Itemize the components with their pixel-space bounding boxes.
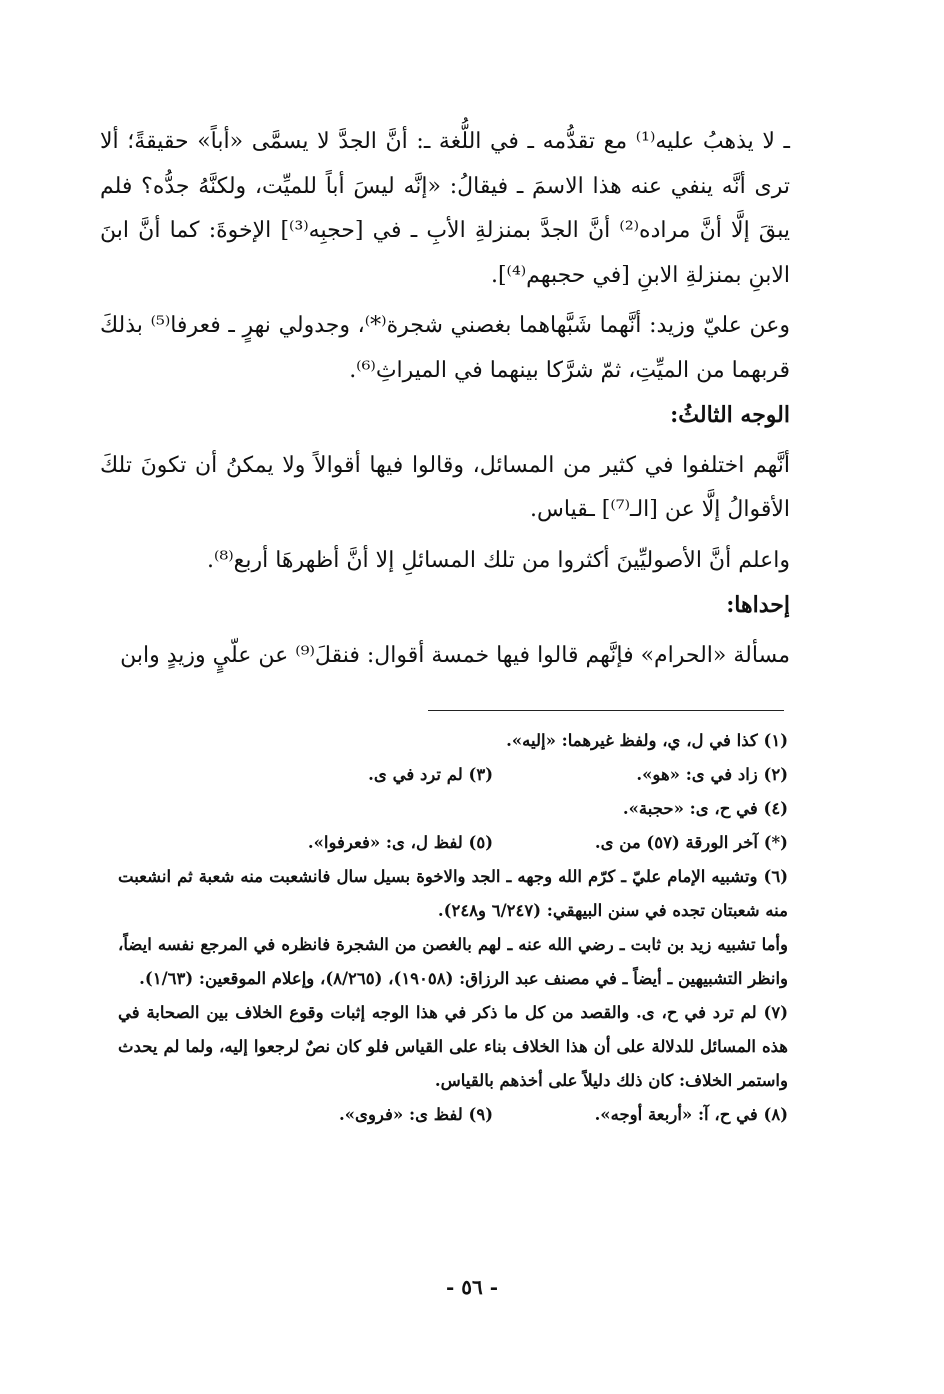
footnote-7: (٧) لم ترد في ح، ى. والقصد من كل ما ذكر في هذا الوجه إثبات وقوع الخلاف بين الصحابة في هذه المسائل للدلالة على أن هذا الخلاف بناء على القياس فلو كان نصٌ لرجعوا إليه، ولما لم يحدث واستمر الخلاف: كان ذلك دليلاً على أخذهم بالقياس.	[118, 1003, 788, 1090]
footnote-row-8-9	[118, 1098, 788, 1132]
main-text	[100, 120, 790, 678]
paragraph-2: وعن عليّ وزيد: أنَّهما شَبَّهاهما بغصني شجرة⁽*⁾، وجدولي نهرٍ ـ فعرفا⁽⁵⁾ بذلكَ قربهما من الميِّتِ، ثمّ شرَّكا بينهما في الميراثِ⁽⁶⁾.	[100, 313, 791, 383]
footnote-4: (٤) في ح، ى: «حجبة».	[622, 799, 788, 818]
footnote-star: (*) آخر الورقة (٥٧) من ى.	[594, 833, 788, 852]
paragraph-3: أنَّهم اختلفوا في كثير من المسائل، وقالوا فيها أقوالاً ولا يمكنُ أن تكونَ تلكَ الأقوالُ إلَّا عن [الـ⁽⁷⁾] ـقياس.	[100, 452, 790, 522]
footnotes	[118, 724, 788, 1132]
footnote-8: (٨) في ح، آ: «أربعة أوجه».	[594, 1105, 788, 1124]
footnote-row-2-3	[118, 758, 788, 792]
paragraph-1: ـ لا يذهبُ عليه⁽¹⁾ مع تقدُّمه ـ في اللُّغة ـ: أنَّ الجدَّ لا يسمَّى «أباً» حقيقةً؛ ألا ترى أنَّه ينفي عنه هذا الاسمَ ـ فيقالُ: «إنَّه ليسَ أباً للميِّت، ولكنَّهُ جدُّه؟ فلم يبقَ إلَّا أنَّ مراده⁽²⁾ أنَّ الجدَّ بمنزلةِ الأبِ ـ في [حجبِه⁽³⁾] الإخوةَ: كما أنَّ ابنَ الابنِ بمنزلةِ الابنِ [في حجبهم⁽⁴⁾].	[100, 129, 790, 288]
footnote-1: (١) كذا في ل، ي، ولفظ غيرهما: «إليه».	[506, 731, 788, 750]
page-number: - ٥٦ -	[445, 1275, 498, 1299]
footnote-separator	[428, 710, 784, 711]
paragraph-6: مسألة «الحرام» فإنَّهم قالوا فيها خمسة أقوال: فنقلَ⁽⁹⁾ عن علّيٍ وزيدٍ وابن	[120, 642, 790, 668]
footnote-row-star-5	[118, 826, 788, 860]
footnote-5: (٥) لفظ ل، ى: «فعرفوا».	[307, 833, 493, 852]
section-heading: الوجه الثالثُ:	[670, 402, 790, 428]
footnote-6a: (٦) وتشبيه الإمام عليّ ـ كرّم الله وجهه ـ الجد والاخوة بسيل سال فانشعبت منه شعبة ثم انشعبت منه شعبتان تجده في سنن البيهقي: (٦/٢٤٧ و٢٤٨).	[118, 867, 788, 920]
footnote-3: (٣) لم ترد في ى.	[368, 765, 493, 784]
paragraph-4: واعلم أنَّ الأصوليِّينَ أكثروا من تلك المسائلِ إلا أنَّ أظهرهَا أربع⁽⁸⁾.	[207, 547, 790, 573]
footnote-2: (٢) زاد في ى: «هو».	[636, 765, 788, 784]
footnote-9: (٩) لفظ ى: «فروى».	[338, 1105, 493, 1124]
paragraph-5: إحداها:	[726, 592, 790, 618]
footnote-6b: وأما تشبيه زيد بن ثابت ـ رضي الله عنه ـ لهم بالغصن من الشجرة فانظره في المرجع نفسه ايضاً، وانظر التشبيهين ـ أيضاً ـ في مصنف عبد الرزاق: (١٩٠٥٨)، (٨/٢٦٥)، وإعلام الموقعين: (١/٦٣).	[118, 935, 788, 988]
